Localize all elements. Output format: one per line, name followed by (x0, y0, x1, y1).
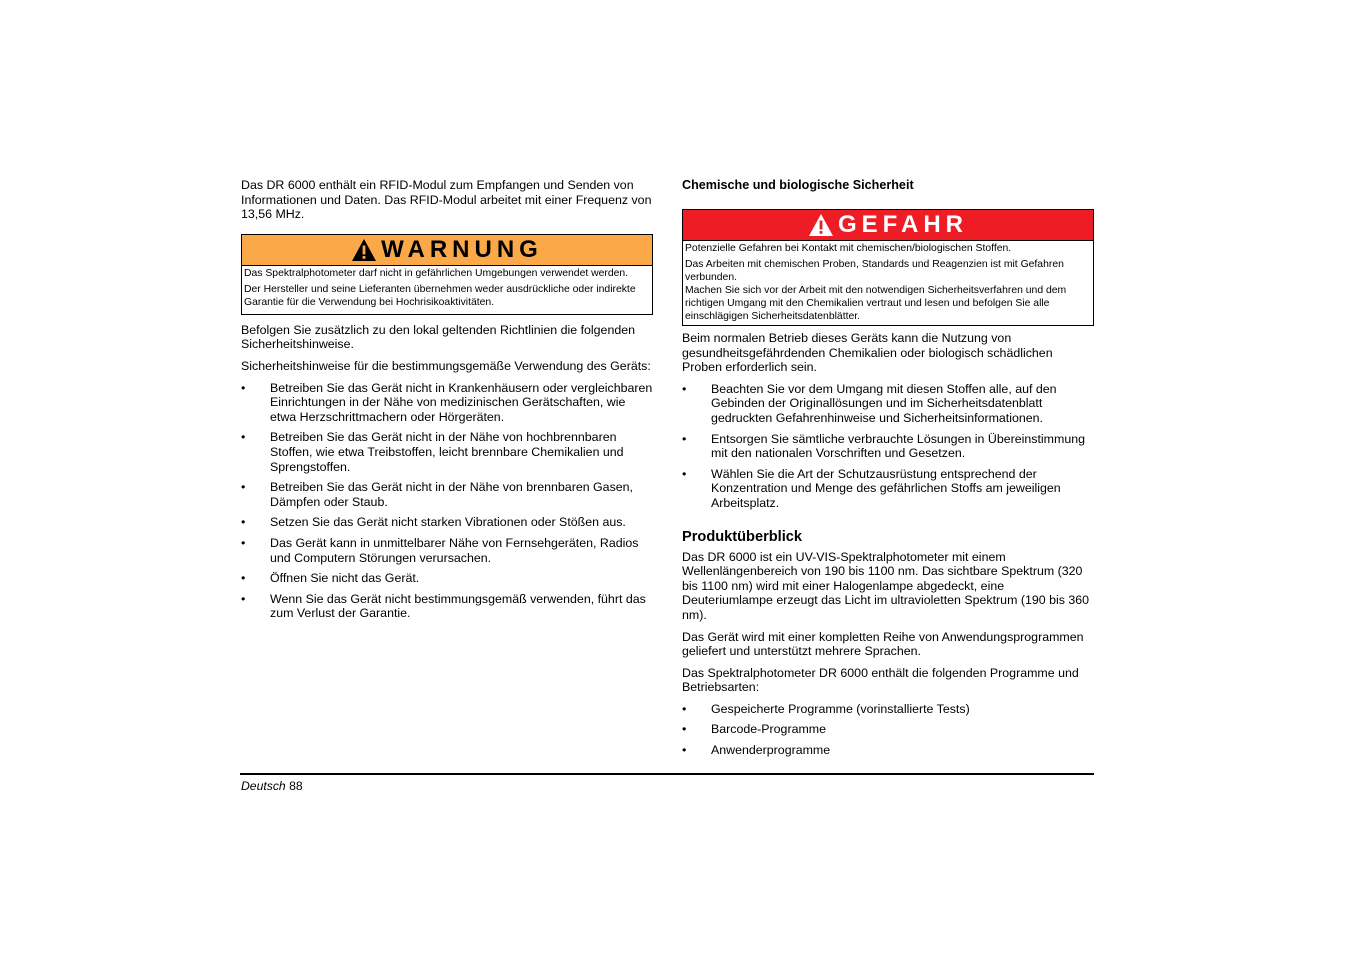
programs-bullet-list (682, 702, 1094, 758)
danger-box (682, 209, 1094, 326)
right-column (682, 178, 1094, 764)
list-item-text: Wenn Sie das Gerät nicht bestimmungsgemäß verwenden, führt das zum Verlust der Garantie. (270, 591, 646, 621)
list-item-text: Entsorgen Sie sämtliche verbrauchte Lösungen in Übereinstimmung mit den nationalen Vorschriften und Gesetzen. (711, 431, 1085, 461)
warning-body (242, 266, 652, 314)
list-item (241, 592, 653, 621)
danger-body (683, 241, 1093, 325)
bullet-marker: • (682, 381, 687, 396)
product-description-paragraph: Das DR 6000 ist ein UV-VIS-Spektralphotometer mit einem Wellenlängenbereich von 190 bis 1100 nm. Das sichtbare Spektrum (320 bis 1100 nm) wird mit einer Halogenlampe abgedeckt, eine Deuteriumlampe erzeugt das Licht im ultravioletten Spektrum (190 bis 360 nm). (682, 549, 1090, 622)
list-item (241, 430, 653, 474)
warning-triangle-icon (351, 238, 377, 262)
list-item (682, 702, 1094, 717)
list-item (241, 571, 653, 586)
list-item (241, 480, 653, 509)
footer-divider (240, 773, 1094, 775)
list-item (682, 432, 1094, 461)
list-item (682, 722, 1094, 737)
chemical-usage-paragraph: Beim normalen Betrieb dieses Geräts kann die Nutzung von gesundheitsgefährdenden Chemikalien oder biologisch schädlichen Proben erforderlich sein. (682, 331, 1053, 375)
bullet-marker: • (241, 515, 246, 530)
bullet-marker: • (241, 535, 246, 550)
list-item-text: Betreiben Sie das Gerät nicht in der Nähe von brennbaren Gasen, Dämpfen oder Staub. (270, 480, 633, 509)
page-footer (241, 779, 303, 793)
danger-paragraph: Potenzielle Gefahren bei Kontakt mit chemischen/biologischen Stoffen. (685, 243, 1012, 254)
bullet-marker: • (241, 380, 246, 395)
bullet-marker: • (682, 743, 687, 758)
list-item-text: Beachten Sie vor dem Umgang mit diesen Stoffen alle, auf den Gebinden der Originallösungen und im Sicherheitsdatenblatt gedruckten Gefahrenhinweise und Sicherheitsinformationen. (711, 381, 1057, 425)
list-item-text: Betreiben Sie das Gerät nicht in Krankenhäusern oder vergleichbaren Einrichtungen in der Nähe von medizinischen Gerätschaften, wie etwa Herzschrittmachern oder Hörgeräten. (270, 380, 653, 424)
list-item (241, 515, 653, 530)
list-item (241, 536, 653, 565)
danger-triangle-icon (808, 213, 834, 237)
list-item (682, 743, 1094, 758)
left-column (241, 178, 653, 627)
footer-language: Deutsch (241, 779, 286, 793)
danger-paragraph: Das Arbeiten mit chemischen Proben, Standards und Reagenzien ist mit Gefahren verbunden. (685, 259, 1064, 283)
list-item-text: Das Gerät kann in unmittelbarer Nähe von Fernsehgeräten, Radios und Computern Störungen verursachen. (270, 535, 639, 565)
warning-paragraph: Der Hersteller und seine Lieferanten übernehmen weder ausdrückliche oder indirekte Garantie für die Verwendung bei Hochrisikoaktivitäten. (244, 283, 636, 308)
chemical-safety-heading: Chemische und biologische Sicherheit (682, 178, 914, 192)
rfid-intro-paragraph: Das DR 6000 enthält ein RFID-Modul zum Empfangen und Senden von Informationen und Daten. Das RFID-Modul arbeitet mit einer Frequenz von 13,56 MHz. (241, 178, 652, 222)
bullet-marker: • (241, 480, 246, 495)
list-item (682, 382, 1094, 426)
list-item-text: Setzen Sie das Gerät nicht starken Vibrationen oder Stößen aus. (270, 515, 626, 530)
list-item-text: Öffnen Sie nicht das Gerät. (270, 571, 420, 586)
product-overview-heading: Produktüberblick (682, 528, 803, 545)
bullet-marker: • (241, 430, 246, 445)
bullet-marker: • (241, 571, 246, 586)
safety-bullet-list (241, 381, 653, 621)
application-programs-paragraph: Das Gerät wird mit einer kompletten Reihe von Anwendungsprogrammen geliefert und unterstützt mehrere Sprachen. (682, 629, 1084, 659)
bullet-marker: • (682, 701, 687, 716)
danger-title: GEFAHR (837, 211, 968, 238)
list-item-text: Anwenderprogramme (711, 743, 831, 758)
danger-header (683, 210, 1093, 241)
warning-paragraph: Das Spektralphotometer darf nicht in gefährlichen Umgebungen verwendet werden. (244, 267, 629, 279)
danger-paragraph: Machen Sie sich vor der Arbeit mit den notwendigen Sicherheitsverfahren und dem richtigen Umgang mit den Chemikalien vertraut und lesen und befolgen Sie alle einschlägigen Sicherheitsdatenblätter. (685, 285, 1067, 322)
list-item-text: Barcode-Programme (711, 722, 827, 737)
warning-header (242, 235, 652, 266)
list-item (682, 467, 1094, 511)
warning-title: WARNUNG (381, 235, 543, 263)
bullet-marker: • (241, 591, 246, 606)
bullet-marker: • (682, 431, 687, 446)
list-item-text: Wählen Sie die Art der Schutzausrüstung entsprechend der Konzentration und Menge des gefährlichen Stoffs am jeweiligen Arbeitsplatz. (711, 466, 1061, 510)
programs-intro-paragraph: Das Spektralphotometer DR 6000 enthält die folgenden Programme und Betriebsarten: (682, 665, 1079, 695)
page-number: 88 (289, 779, 303, 793)
warning-box (241, 234, 653, 315)
bullet-marker: • (682, 722, 687, 737)
list-item-text: Betreiben Sie das Gerät nicht in der Nähe von hochbrennbaren Stoffen, wie etwa Treibstoffen, leicht brennbare Chemikalien und Sprengstoffen. (270, 430, 624, 474)
bullet-marker: • (682, 466, 687, 481)
chemical-bullet-list (682, 382, 1094, 511)
safety-paragraph: Befolgen Sie zusätzlich zu den lokal geltenden Richtlinien die folgenden Sicherheitshinweise. (241, 322, 636, 352)
safety-usage-paragraph: Sicherheitshinweise für die bestimmungsgemäße Verwendung des Geräts: (241, 358, 651, 373)
list-item (241, 381, 653, 425)
list-item-text: Gespeicherte Programme (vorinstallierte Tests) (711, 701, 970, 716)
